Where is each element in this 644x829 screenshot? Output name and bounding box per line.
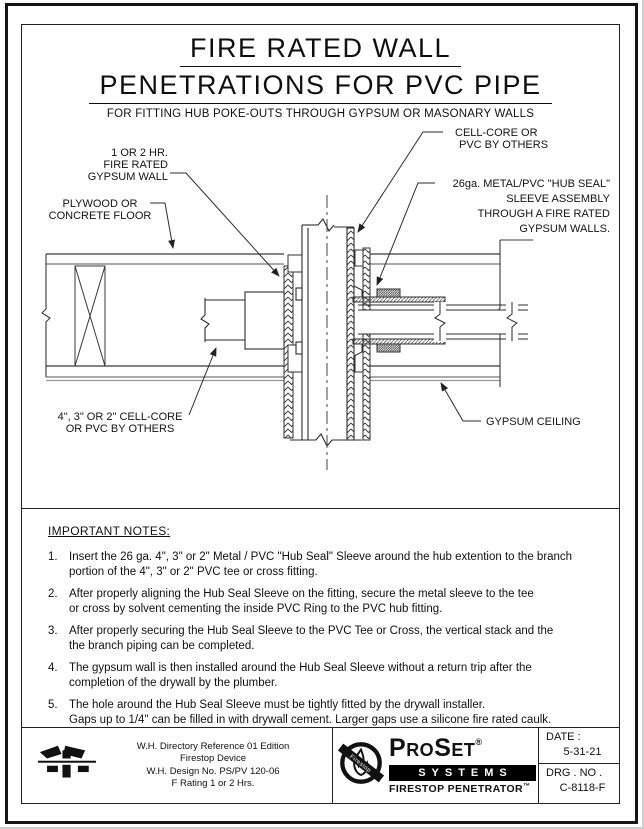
trademark-mark: ™ bbox=[523, 782, 531, 790]
note-item: 3. After properly securing the Hub Seal Sleeve to the PVC Tee or Cross, the vertical stack and the the branch piping can be completed. bbox=[48, 625, 554, 652]
systems-banner: SYSTEMS bbox=[389, 765, 536, 781]
note-item: 1. Insert the 26 ga. 4", 3" or 2" Metal / PVC "Hub Seal" Sleeve around the hub extention to the branch portion of the 4", 3" or 2" PVC tee or cross fitting. bbox=[48, 551, 573, 578]
note-item: 2. After properly aligning the Hub Seal Sleeve on the fitting, secure the metal sleeve to the tee or cross by solvent cementing the inside PVC Ring to the PVC hub fitting. bbox=[48, 588, 534, 615]
svg-text:FIRE RATED: FIRE RATED bbox=[103, 159, 168, 171]
proset-wordmark: PROSET® SYSTEMS FIRESTOP PENETRATOR™ bbox=[389, 737, 536, 795]
pvc-hub-fitting bbox=[245, 292, 284, 349]
title-block bbox=[22, 727, 619, 803]
note-item: 4. The gypsum wall is then installed around the Hub Seal Sleeve without a return trip after the completion of the drywall by the plumber. bbox=[48, 662, 532, 689]
page-title-line2: PENETRATIONS FOR PVC PIPE bbox=[22, 70, 619, 104]
wall-track-top bbox=[355, 250, 363, 266]
svg-text:OR PVC BY OTHERS: OR PVC BY OTHERS bbox=[65, 423, 175, 435]
date-drg-cell bbox=[539, 728, 619, 803]
pvc-ring-bottom bbox=[377, 344, 400, 352]
no-flame-icon bbox=[338, 738, 384, 793]
svg-text:CONCRETE FLOOR: CONCRETE FLOOR bbox=[48, 210, 152, 222]
svg-text:PVC BY OTHERS: PVC BY OTHERS bbox=[459, 139, 549, 151]
drg-label: DRG . NO . bbox=[546, 767, 603, 779]
date-cell bbox=[539, 728, 619, 764]
title-section bbox=[22, 33, 619, 120]
drg-value: C-8118-F bbox=[559, 782, 606, 794]
svg-text:SLEEVE ASSEMBLY: SLEEVE ASSEMBLY bbox=[506, 193, 610, 205]
hub-seal-assembly bbox=[353, 286, 528, 356]
pvc-ring-top bbox=[377, 289, 400, 297]
penetration-detail-drawing bbox=[22, 110, 619, 508]
callout-labels bbox=[49, 127, 611, 435]
svg-text:GYPSUM WALLS.: GYPSUM WALLS. bbox=[519, 223, 610, 235]
vertical-stack-pipe bbox=[290, 219, 362, 446]
proset-logo-cell bbox=[333, 728, 539, 803]
certification-cell bbox=[22, 728, 333, 803]
label-gypsum-ceiling: GYPSUM CEILING bbox=[486, 416, 581, 428]
stack-wall-hatched bbox=[347, 228, 354, 440]
note-item: 5. The hole around the Hub Seal Sleeve must be tightly fitted by the drywall installer. Gaps up to 1/4" can be filled in with drywall cement. Larger gaps use a silicone fire rated caulk. bbox=[48, 699, 552, 726]
label-cell-core-riser: CELL-CORE OR bbox=[455, 127, 538, 139]
label-floor: PLYWOOD OR bbox=[62, 198, 138, 210]
pipe-break-mark bbox=[201, 298, 209, 342]
date-label: DATE : bbox=[546, 731, 581, 743]
page-title-line1: FIRE RATED WALL bbox=[22, 33, 619, 67]
svg-text:GYPSUM WALL: GYPSUM WALL bbox=[87, 171, 168, 183]
svg-text:Firestop: Firestop bbox=[348, 753, 372, 775]
warnock-hersey-logo-icon bbox=[38, 743, 96, 788]
metal-sleeve-top bbox=[353, 297, 445, 302]
metal-sleeve-bottom bbox=[353, 339, 445, 344]
label-cell-core-branch: 4", 3" OR 2" CELL-CORE bbox=[57, 411, 183, 423]
sheet-content-frame bbox=[21, 24, 620, 804]
svg-text:THROUGH A FIRE RATED: THROUGH A FIRE RATED bbox=[477, 208, 610, 220]
page-subtitle: FOR FITTING HUB POKE-OUTS THROUGH GYPSUM OR MASONARY WALLS bbox=[106, 108, 535, 120]
label-hub-seal-sleeve: 26ga. METAL/PVC "HUB SEAL" bbox=[452, 178, 610, 190]
floor-joist bbox=[75, 266, 105, 366]
notes-heading: IMPORTANT NOTES: bbox=[48, 524, 171, 538]
date-value: 5-31-21 bbox=[563, 746, 602, 758]
wall-track-top bbox=[288, 255, 302, 272]
firestop-penetrator-tagline: FIRESTOP PENETRATOR™ bbox=[389, 782, 531, 795]
drg-cell bbox=[539, 764, 619, 802]
registered-mark: ® bbox=[475, 736, 483, 747]
important-notes-section bbox=[22, 508, 619, 727]
certification-text: W.H. Directory Reference 01 Edition Firestop Device W.H. Design No. PS/PV 120-06 F Rating 1 or 2 Hrs. bbox=[136, 740, 290, 789]
branch-pipe-left bbox=[201, 292, 284, 349]
label-fire-rated-wall: 1 OR 2 HR. bbox=[111, 147, 168, 159]
